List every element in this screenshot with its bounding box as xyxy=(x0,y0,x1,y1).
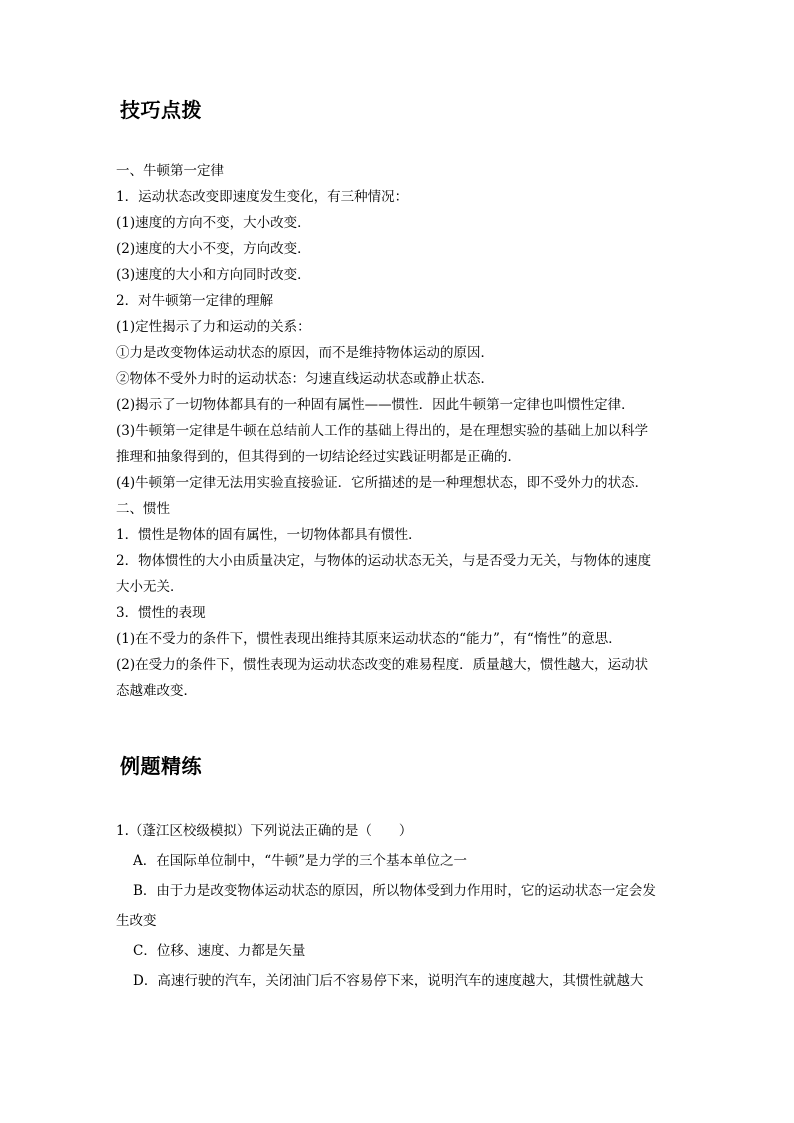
option-b: B．由于力是改变物体运动状态的原因，所以物体受到力作用时，它的运动状态一定会发 xyxy=(133,883,656,899)
tip-line: (3)速度的大小和方向同时改变． xyxy=(116,267,311,283)
tip-line: (1)速度的方向不变，大小改变． xyxy=(116,215,311,231)
tip-line: (2)速度的大小不变，方向改变． xyxy=(116,241,311,257)
tips-body xyxy=(116,158,686,704)
tip-line: (2)在受力的条件下，惯性表现为运动状态改变的难易程度．质量越大，惯性越大，运动状 xyxy=(116,657,649,673)
tip-line: (2)揭示了一切物体都具有的一种固有属性——惯性．因此牛顿第一定律也叫惯性定律． xyxy=(116,397,635,413)
tip-line: 1．惯性是物体的固有属性，一切物体都具有惯性． xyxy=(116,527,422,543)
tip-line: 态越难改变． xyxy=(116,683,197,699)
tip-line: 3．惯性的表现 xyxy=(116,605,206,621)
option-c: C．位移、速度、力都是矢量 xyxy=(133,943,306,959)
tip-line: (4)牛顿第一定律无法用实验直接验证．它所描述的是一种理想状态，即不受外力的状态． xyxy=(116,475,649,491)
section-title-tips: 技巧点拨 xyxy=(120,98,202,122)
question-stem: 1.（蓬江区校级模拟）下列说法正确的是（ ） xyxy=(116,823,413,839)
tip-line: (1)在不受力的条件下，惯性表现出维持其原来运动状态的“能力”，有“惰性”的意思． xyxy=(116,631,622,647)
tip-line: 2．物体惯性的大小由质量决定，与物体的运动状态无关，与是否受力无关，与物体的速度 xyxy=(116,553,652,569)
option-a: A．在国际单位制中，“牛顿”是力学的三个基本单位之一 xyxy=(133,853,468,869)
subheading-newton-first-law: 一、牛顿第一定律 xyxy=(116,163,224,179)
option-b-continued: 生改变 xyxy=(116,913,157,929)
tip-line: ②物体不受外力时的运动状态：匀速直线运动状态或静止状态． xyxy=(116,371,494,387)
tip-line: 1．运动状态改变即速度发生变化，有三种情况： xyxy=(116,189,409,205)
tip-line: 推理和抽象得到的，但其得到的一切结论经过实践证明都是正确的． xyxy=(116,449,521,465)
option-d: D．高速行驶的汽车，关闭油门后不容易停下来，说明汽车的速度越大，其惯性就越大 xyxy=(133,973,644,989)
tip-line: (1)定性揭示了力和运动的关系： xyxy=(116,319,311,335)
tip-line: 大小无关． xyxy=(116,579,184,595)
tip-line: ①力是改变物体运动状态的原因，而不是维持物体运动的原因． xyxy=(116,345,494,361)
tip-line: (3)牛顿第一定律是牛顿在总结前人工作的基础上得出的，是在理想实验的基础上加以科学 xyxy=(116,423,649,439)
tip-line: 2．对牛顿第一定律的理解 xyxy=(116,293,274,309)
section-title-examples: 例题精练 xyxy=(120,754,202,778)
example-question xyxy=(116,816,686,996)
subheading-inertia: 二、惯性 xyxy=(116,501,170,517)
